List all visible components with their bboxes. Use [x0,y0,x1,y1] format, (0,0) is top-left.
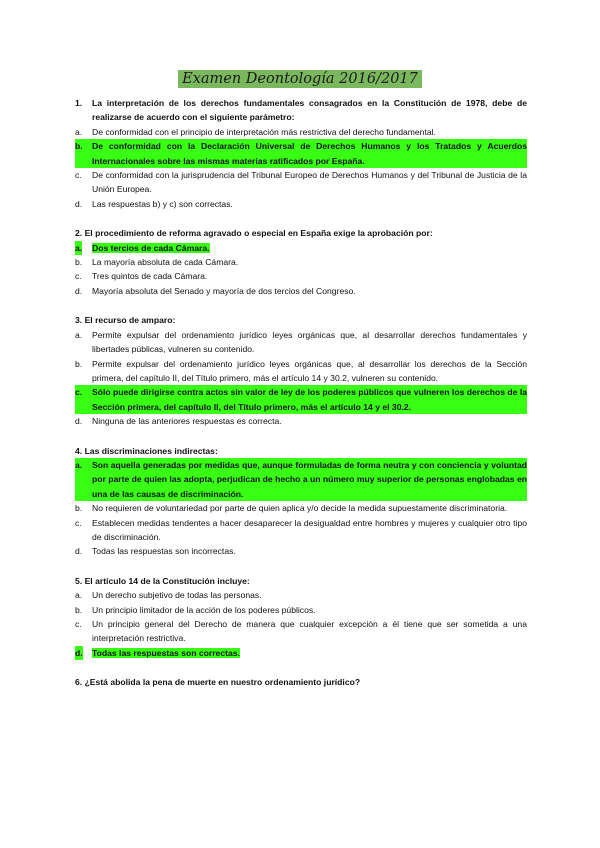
question-3-stem [75,313,527,327]
option-letter: b. [75,257,83,268]
option-2d [75,284,527,298]
option-text: Las respuestas b) y c) son correctas. [92,198,233,209]
exam-title [0,70,600,89]
option-letter: a. [75,459,83,470]
option-text: De conformidad con la jurisprudencia del Tribunal Europeo de Derechos Humanos y del Tribunal de Justicia de la Unión Europea. [92,170,527,195]
option-letter: a. [75,329,83,340]
option-2a-correct [75,241,527,255]
question-text: Las discriminaciones indirectas: [84,445,218,456]
option-1d [75,197,527,211]
option-5c [75,617,527,646]
option-letter: b. [75,358,83,369]
question-5-stem [75,574,527,588]
option-text: La mayoría absoluta de cada Cámara. [92,257,239,268]
option-1a [75,125,527,139]
question-4 [75,444,527,559]
option-text: Todas las respuestas son incorrectas. [92,546,236,557]
question-4-stem [75,444,527,458]
option-3b [75,357,527,386]
option-text: Todas las respuestas son correctas. [92,647,240,658]
option-1b-correct [75,139,527,168]
option-text: No requieren de voluntariedad por parte de quien aplica y/o decide la medida supuestamente discriminatoria. [92,503,508,514]
option-text: Establecen medidas tendentes a hacer desaparecer la desigualdad entre hombres y mujeres y cualquier otro tipo de discriminación. [92,517,527,542]
option-letter: d. [75,416,83,427]
option-text: De conformidad con la Declaración Universal de Derechos Humanos y los Tratados y Acuerdos Internacionales sobre las mismas materias ratificados por España. [92,141,527,166]
option-text: Un principio general del Derecho de manera que cualquier excepción a él tiene que ser sometida a una interpretación restrictiva. [92,619,527,644]
questions-list [75,96,527,705]
option-5b [75,603,527,617]
option-letter: c. [75,170,82,181]
option-letter: c. [75,619,82,629]
option-4c [75,516,527,545]
question-text: El recurso de amparo: [84,315,176,326]
question-text: El artículo 14 de la Constitución incluye: [84,575,250,586]
question-6 [75,675,527,689]
question-text: El procedimiento de reforma agravado o especial en España exige la aprobación por: [84,228,433,239]
exam-title-text: Examen Deontología 2016/2017 [178,70,422,88]
option-text: Mayoría absoluta del Senado y mayoría de dos tercios del Congreso. [92,285,356,296]
option-4b [75,501,527,515]
option-letter: d. [75,646,83,660]
option-text: Permite expulsar del ordenamiento jurídico leyes orgánicas que, al desarrollar derechos fundamentales y libertades públicas, vulneren su contenido. [92,329,527,355]
question-1 [75,96,527,211]
option-3d [75,414,527,428]
option-letter: a. [75,126,83,137]
question-5 [75,574,527,660]
question-1-stem [75,96,527,125]
question-number: 4. [75,445,83,456]
option-letter: d. [75,198,83,209]
option-3a [75,328,527,357]
option-letter: d. [75,546,83,557]
option-letter: d. [75,285,83,296]
option-text: Ninguna de las anteriores respuestas es correcta. [92,416,282,427]
question-number: 2. [75,228,83,239]
option-text: De conformidad con el principio de interpretación más restrictiva del derecho fundamental. [92,126,436,137]
question-3 [75,313,527,428]
option-letter: b. [75,503,83,514]
option-text: Dos tercios de cada Cámara. [92,242,210,253]
question-2 [75,226,527,298]
option-4d [75,544,527,558]
option-letter: c. [75,387,83,398]
option-1c [75,168,527,197]
option-text: Un principio limitador de la acción de los poderes públicos. [92,604,316,615]
option-2b [75,255,527,269]
option-letter: a. [75,241,82,255]
option-letter: a. [75,590,83,601]
option-text: Tres quintos de cada Cámara. [92,271,208,282]
option-text: Un derecho subjetivo de todas las personas. [92,590,262,601]
option-letter: c. [75,517,82,528]
question-text: ¿Está abolida la pena de muerte en nuestro ordenamiento jurídico? [84,677,361,688]
option-3c-correct [75,385,527,414]
option-4a-correct [75,458,527,501]
option-text: Son aquella generadas por medidas que, aunque formuladas de forma neutra y con conciencia y voluntad por parte de quien las adopta, perjudican de hecho a un número muy superior de personas englobadas en una de las causas de discriminación. [92,459,527,499]
question-6-stem [75,675,527,689]
option-letter: b. [75,604,83,615]
question-number: 5. [75,575,83,586]
question-text: La interpretación de los derechos fundamentales consagrados en la Constitución de 1978, debe de realizarse de acuerdo con el siguiente parámetro: [92,98,527,123]
question-2-stem [75,226,527,240]
option-5d-correct [75,646,527,660]
option-letter: c. [75,271,82,282]
question-number: 3. [75,315,83,326]
option-text: Permite expulsar del ordenamiento jurídico leyes orgánicas que, al desarrollar los derechos de la Sección primera, del capítulo II, del Título primero, más el artículo 14 y 30.2, vulneren su contenido. [92,358,527,383]
option-letter: b. [75,141,83,152]
question-number: 1. [75,98,83,108]
option-2c [75,269,527,283]
question-number: 6. [75,677,83,688]
option-text: Sólo puede dirigirse contra actos sin valor de ley de los poderes públicos que vulneren los derechos de la Sección primera, del capítulo II, del Título primero, más el artículo 14 y el 30.2. [92,387,527,412]
option-5a [75,588,527,602]
